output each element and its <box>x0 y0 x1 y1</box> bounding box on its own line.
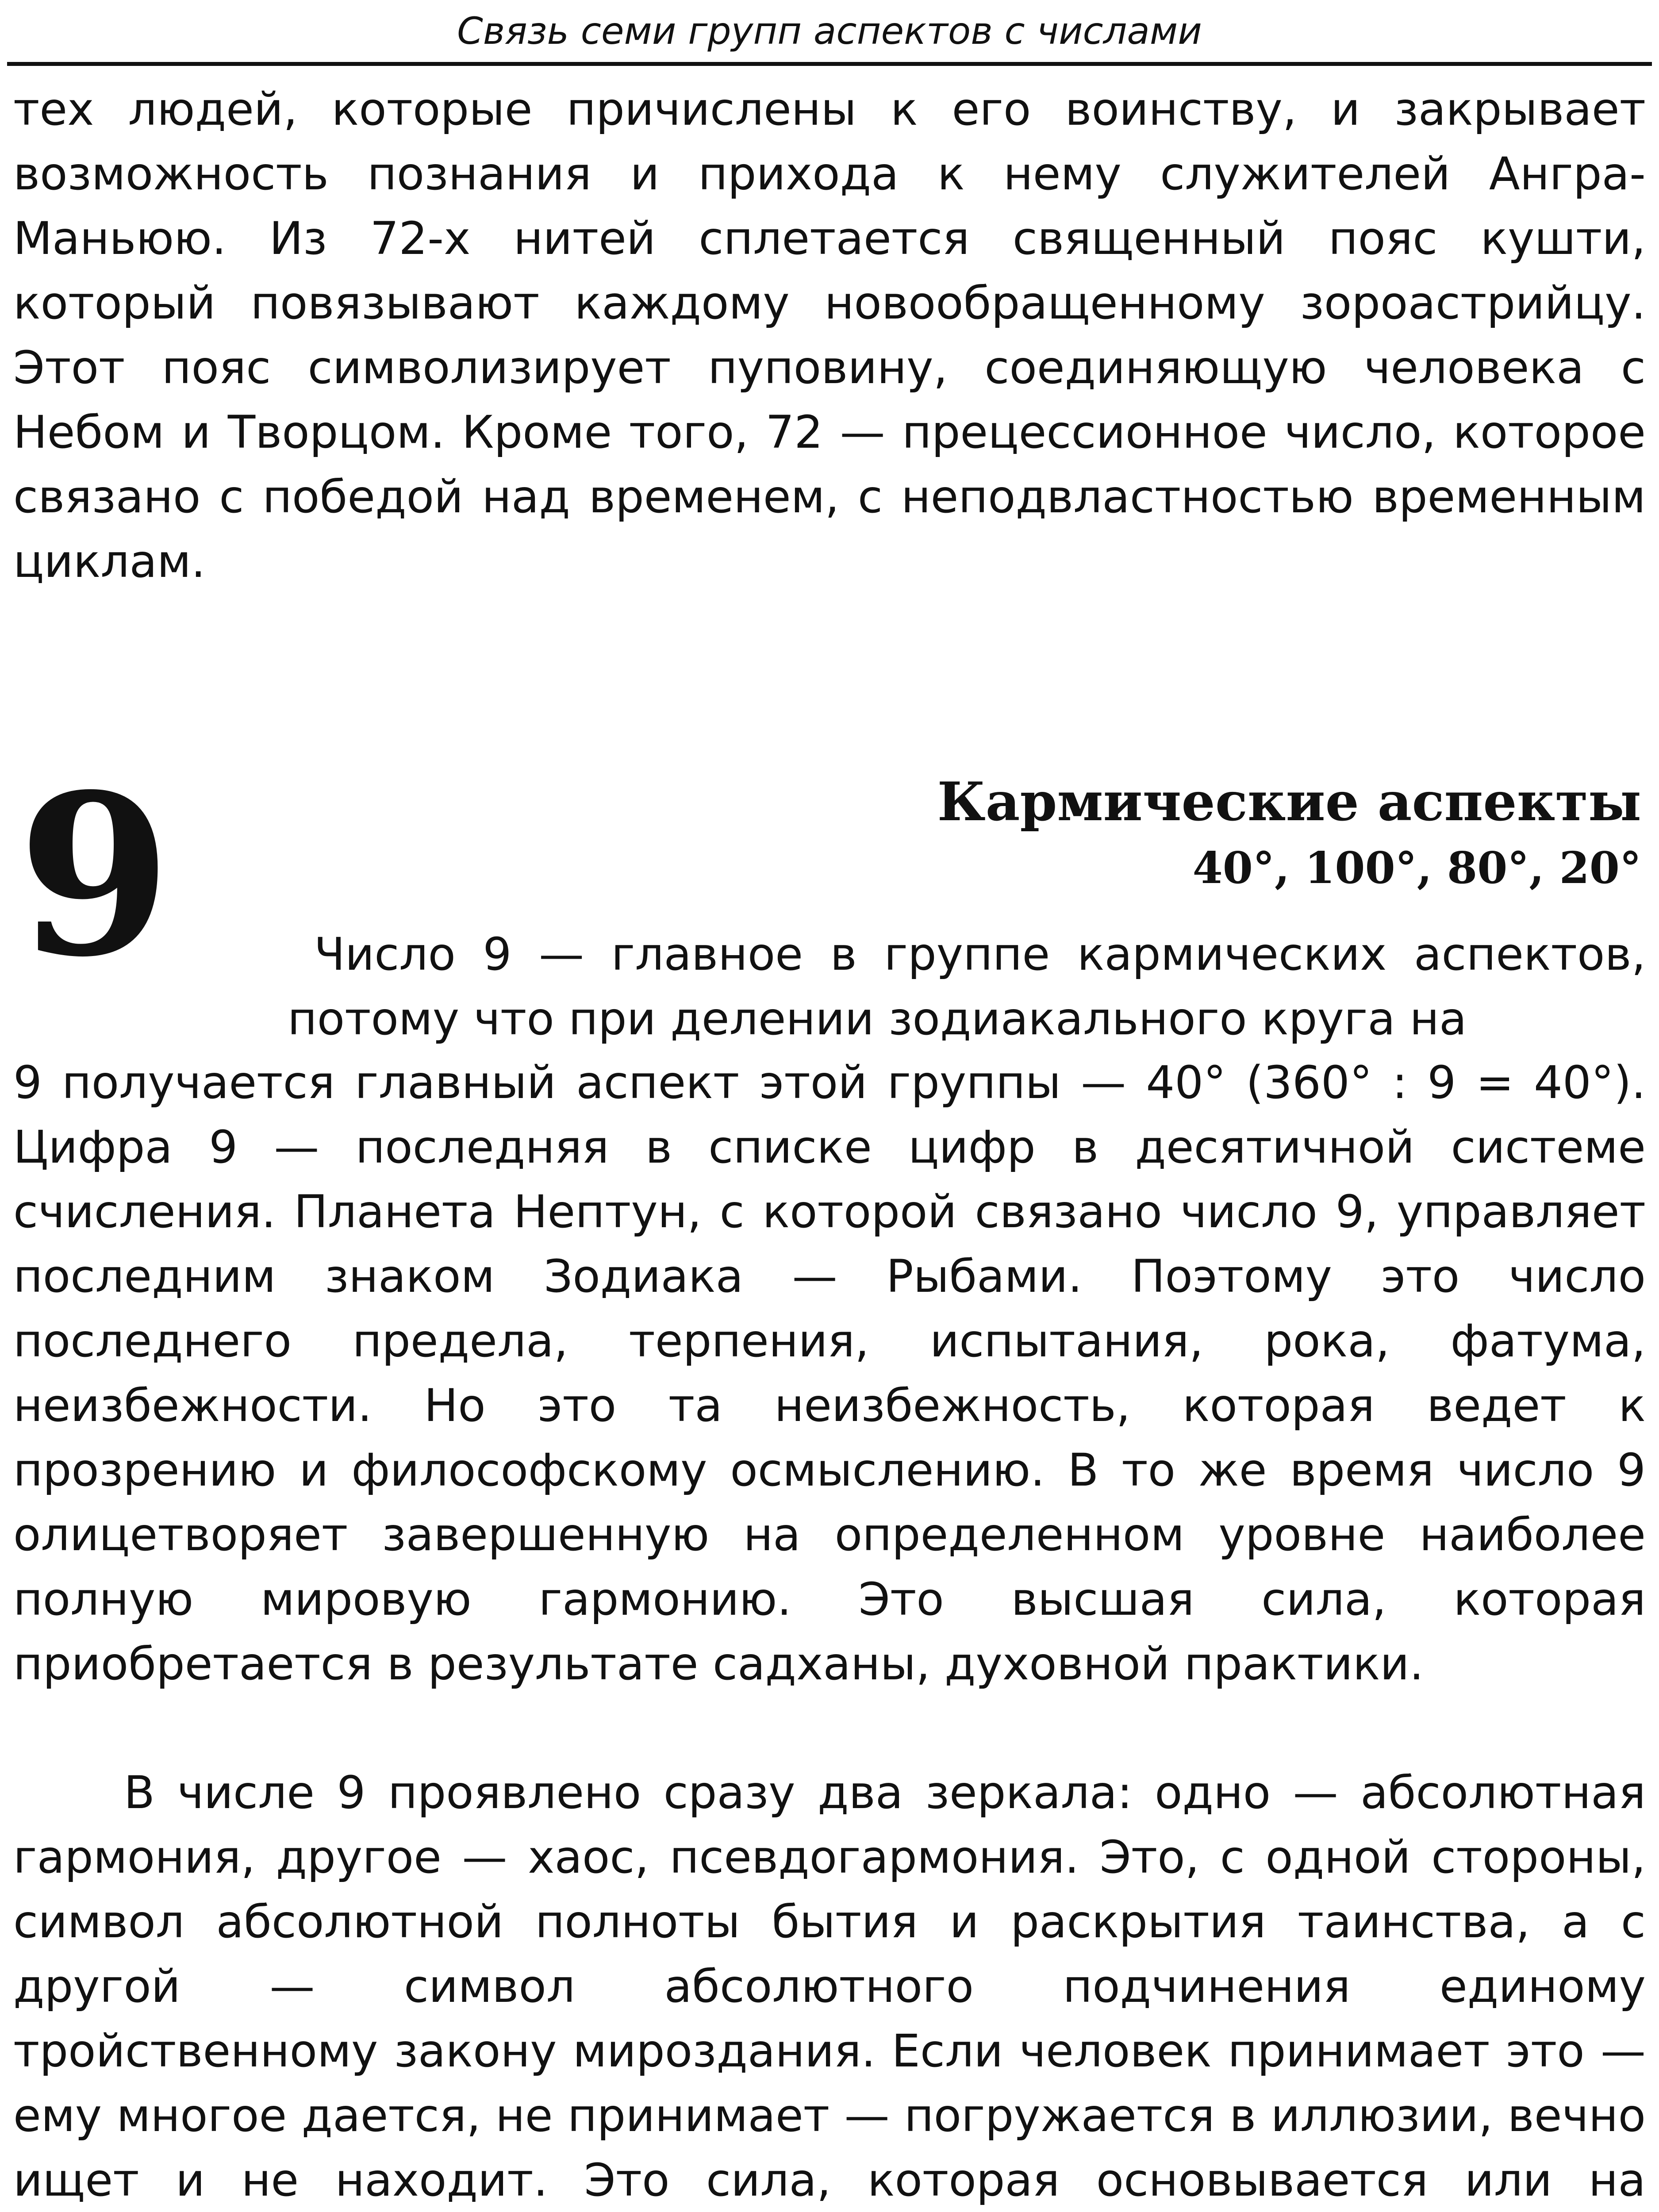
paragraph-1-hanging: Число 9 — главное в группе кармических аспектов, потому что при делении зодиакального круга на <box>288 928 1646 1045</box>
paragraph-1-body: 9 получается главный аспект этой группы — 40° (360° : 9 = 40°). Цифра 9 — последняя в списке цифр в десятичной системе счисления. Планета Нептун, с которой связано число 9, управляет последним знаком Зодиака — Рыбами. Поэтому это число последнего предела, терпения, испытания, рока, фатума, неизбежности. Но это та неизбежность, которая ведет к прозрению и философскому осмыслению. В то же время число 9 олицетворяет завершенную на определенном уровне наиболее полную мировую гармонию. Это высшая сила, которая приобретается в результате садханы, духовной практики. <box>13 1056 1646 1690</box>
section-number: 9 <box>18 746 172 1006</box>
running-head: Связь семи групп аспектов с числами <box>457 9 1202 53</box>
section-angles: 40°, 100°, 80°, 20° <box>1192 843 1641 894</box>
header-rule <box>7 62 1652 66</box>
section-title: Кармические аспекты <box>937 771 1641 833</box>
paragraph-2: В числе 9 проявлено сразу два зеркала: одно — абсолютная гармония, другое — хаос, псевдогармония. Это, с одной стороны, символ абсолютной полноты бытия и раскрытия таинства, а с другой — символ абсолютного подчинения единому тройственному закону мироздания. Если человек принимает это — ему многое дается, не принимает — погружается в иллюзии, вечно ищет и не находит. Это сила, которая основывается или на <box>13 1767 1646 2207</box>
intro-paragraph: тех людей, которые причислены к его воинству, и закрывает возможность познания и прихода к нему служителей Ангра-Маньюю. Из 72-х нитей сплетается священный пояс кушти, который повязывают каждому новообращенному зороастрийцу. Этот пояс символизирует пуповину, соединяющую человека с Небом и Творцом. Кроме того, 72 — прецессионное число, которое связано с победой над временем, с неподвластностью временным циклам. <box>13 83 1646 588</box>
